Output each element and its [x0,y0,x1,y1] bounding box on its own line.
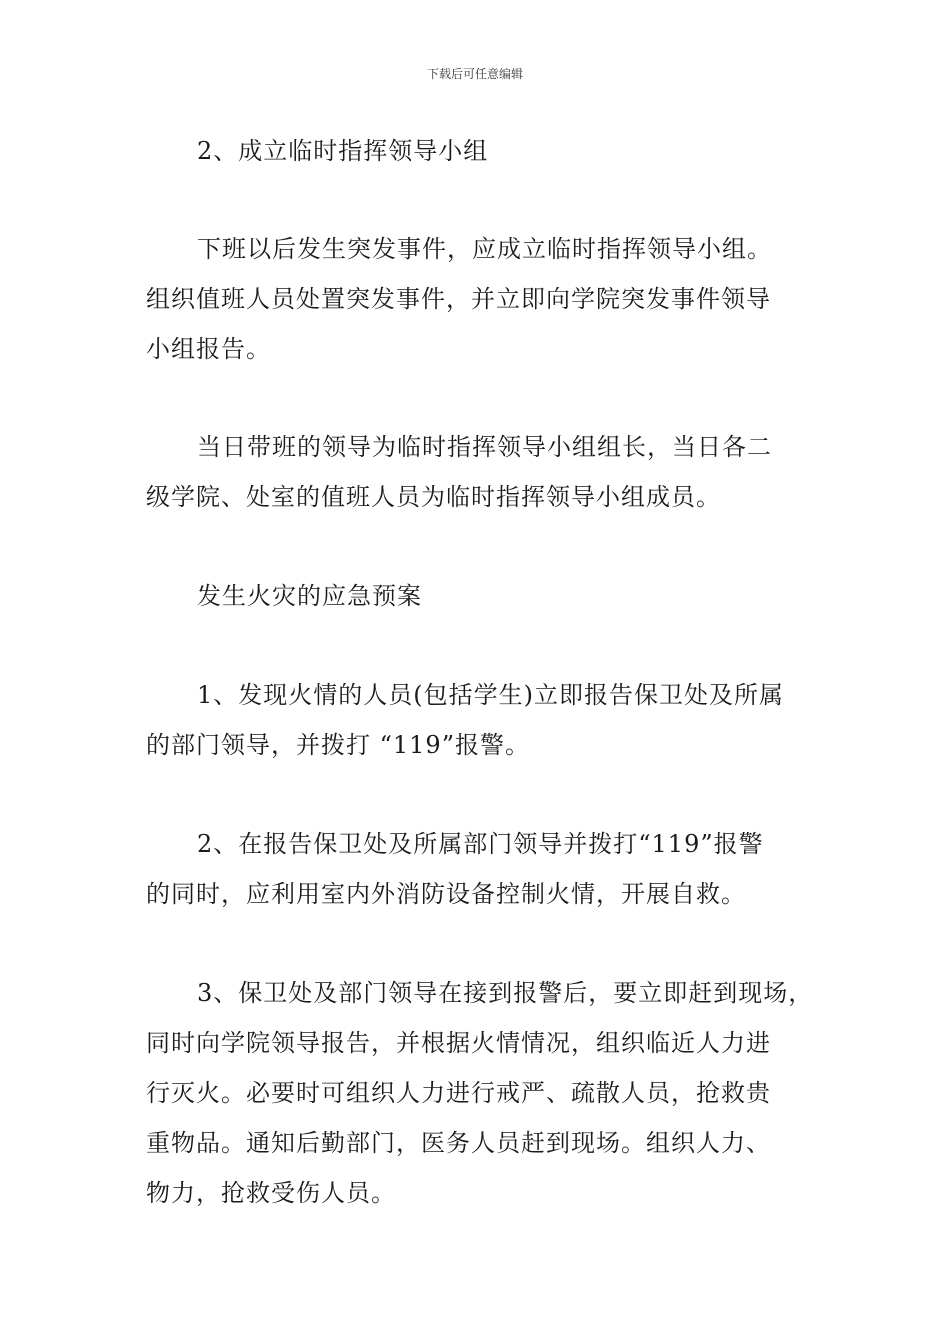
paragraph-line: 同时向学院领导报告，并根据火情情况，组织临近人力进 [146,1029,771,1057]
paragraph-3 [146,422,810,522]
paragraph-line: 小组报告。 [146,335,271,363]
header-note: 下载后可任意编辑 [426,67,523,81]
paragraph-1 [146,126,810,176]
paragraph-line: 的部门领导，并拨打 “119”报警。 [146,731,530,759]
paragraph-line: 物力，抢救受伤人员。 [146,1179,396,1207]
paragraph-line: 组织值班人员处置突发事件，并立即向学院突发事件领导 [146,285,771,313]
paragraph-6 [146,819,810,919]
paragraph-7 [146,968,814,1218]
paragraph-line: 3、保卫处及部门领导在接到报警后，要立即赶到现场， [197,979,814,1007]
paragraph-line: 行灭火。必要时可组织人力进行戒严、疏散人员，抢救贵 [146,1079,771,1107]
paragraph-4-section-heading [146,571,810,621]
paragraph-2 [146,224,810,374]
paragraph-5 [146,670,810,770]
paragraph-line: 的同时，应利用室内外消防设备控制火情，开展自救。 [146,880,746,908]
paragraph-line: 2、成立临时指挥领导小组 [197,137,489,165]
paragraph-line: 重物品。通知后勤部门，医务人员赶到现场。组织人力、 [146,1129,771,1157]
paragraph-line: 级学院、处室的值班人员为临时指挥领导小组成员。 [146,483,721,511]
paragraph-line: 发生火灾的应急预案 [197,582,422,610]
paragraph-line: 下班以后发生突发事件，应成立临时指挥领导小组。 [197,235,772,263]
paragraph-line: 1、发现火情的人员(包括学生)立即报告保卫处及所属 [197,681,784,709]
paragraph-line: 2、在报告保卫处及所属部门领导并拨打“119”报警 [197,830,764,858]
paragraph-line: 当日带班的领导为临时指挥领导小组组长，当日各二 [197,433,772,461]
